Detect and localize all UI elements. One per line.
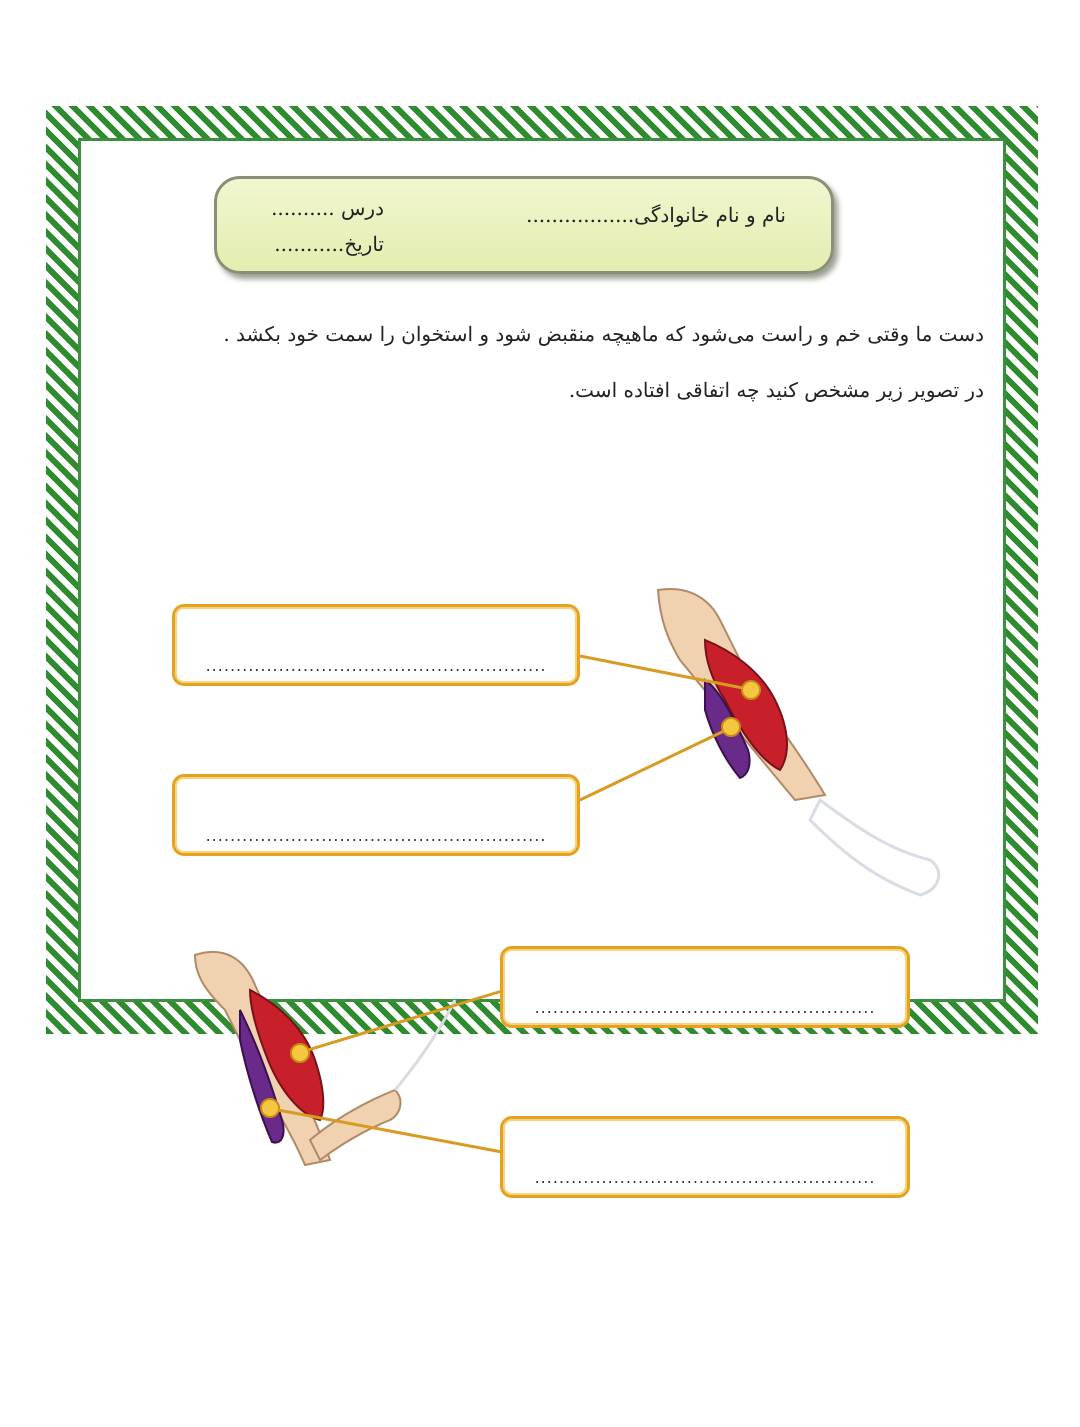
answer-line: ........................................................	[534, 1168, 876, 1187]
answer-line: ........................................................	[534, 998, 876, 1017]
answer-box-2[interactable]	[172, 774, 580, 856]
answer-box-4[interactable]	[500, 1116, 910, 1198]
date-field[interactable]: تاریخ...........	[274, 232, 384, 256]
answer-box-1[interactable]	[172, 604, 580, 686]
instruction-line-1: دست ما وقتی خم و راست می‌شود که ماهیچه منقبض شود و استخوان را سمت خود بکشد .	[223, 322, 984, 346]
instruction-line-2: در تصویر زیر مشخص کنید چه اتفاقی افتاده است.	[568, 378, 984, 402]
answer-box-3[interactable]	[500, 946, 910, 1028]
name-field[interactable]: نام و نام خانوادگی.................	[526, 203, 786, 227]
answer-line: ........................................................	[205, 826, 547, 845]
answer-line: ........................................................	[205, 656, 547, 675]
lesson-field[interactable]: درس ..........	[271, 196, 384, 220]
flexed-arm-illustration	[195, 952, 502, 1165]
extended-arm-illustration	[580, 589, 939, 895]
